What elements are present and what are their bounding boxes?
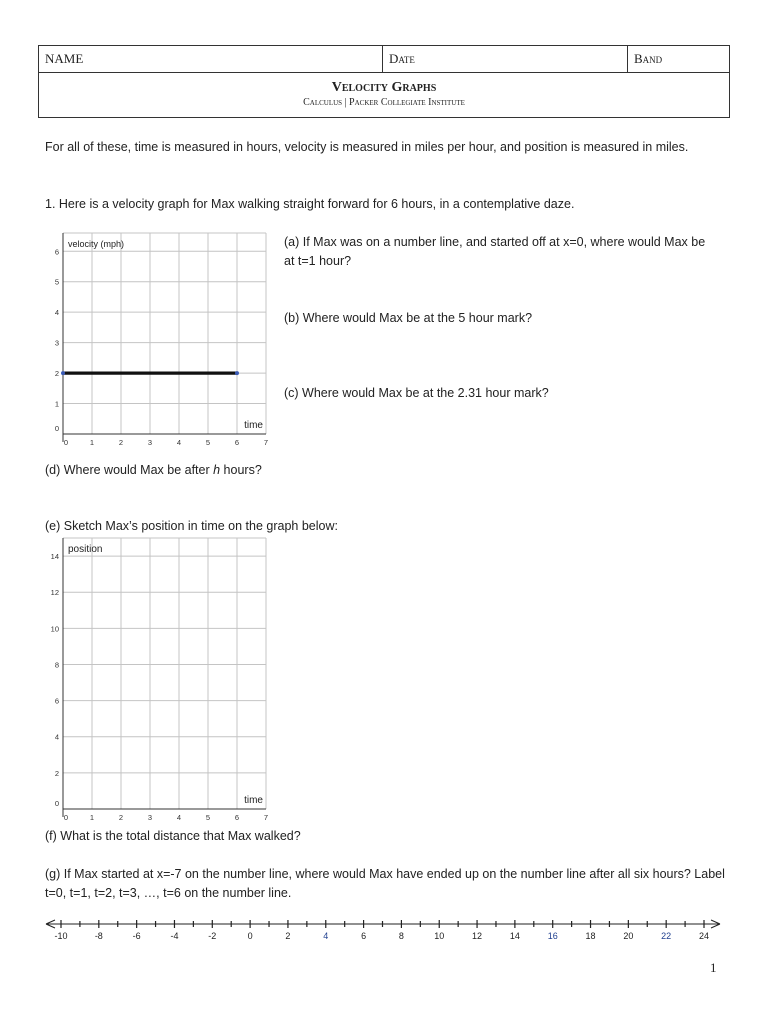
y-axis-label: position bbox=[68, 544, 103, 555]
question-d-suffix: hours? bbox=[220, 463, 262, 477]
number-line-label: 10 bbox=[434, 931, 445, 941]
number-line-label: 2 bbox=[285, 931, 291, 941]
worksheet-subtitle: Calculus | Packer Collegiate Institute bbox=[303, 97, 465, 108]
question-a: (a) If Max was on a number line, and started off at x=0, where would Max be at t=1 hour? bbox=[284, 235, 706, 268]
header-table bbox=[38, 45, 730, 118]
x-tick-label: 4 bbox=[176, 438, 182, 447]
number-line-label: 16 bbox=[547, 931, 558, 941]
x-tick-label: 6 bbox=[234, 438, 240, 447]
question-d-prefix: (d) Where would Max be after bbox=[45, 463, 214, 477]
y-tick-label: 0 bbox=[54, 799, 59, 808]
x-axis-label: time bbox=[244, 795, 263, 806]
y-tick-label: 4 bbox=[54, 308, 59, 318]
x-tick-label: 3 bbox=[147, 438, 153, 447]
y-tick-label: 6 bbox=[54, 247, 59, 257]
x-tick-label: 1 bbox=[89, 813, 95, 822]
date-field[interactable]: Date bbox=[383, 46, 628, 72]
number-line-label: -8 bbox=[94, 931, 103, 941]
y-axis-label: velocity (mph) bbox=[68, 239, 125, 249]
question-e: (e) Sketch Max’s position in time on the graph below: bbox=[45, 519, 338, 533]
x-axis-label: time bbox=[244, 420, 263, 431]
y-tick-label: 2 bbox=[54, 369, 59, 379]
x-tick-label: 0 bbox=[63, 813, 69, 822]
intro-text: For all of these, time is measured in hours, velocity is measured in miles per hour, and position is measured in miles. bbox=[45, 140, 689, 154]
question-g: (g) If Max started at x=-7 on the number line, where would Max have ended up on the number line after all six hours? Label t=0, t=1, t=2, t=3, …, t=6 on the number line. bbox=[45, 867, 725, 900]
question-d bbox=[45, 461, 645, 480]
number-line-label: 24 bbox=[698, 931, 710, 941]
question-d-variable: h bbox=[213, 463, 221, 477]
number-line-label: -4 bbox=[170, 931, 179, 941]
number-line-label: 12 bbox=[472, 931, 483, 941]
number-line-label: -2 bbox=[208, 931, 217, 941]
number-line-label: -6 bbox=[132, 931, 141, 941]
x-tick-label: 5 bbox=[205, 813, 211, 822]
number-line-label: 8 bbox=[398, 931, 404, 941]
y-tick-label: 6 bbox=[54, 696, 59, 706]
y-tick-label: 1 bbox=[54, 399, 59, 409]
number-line-label: 20 bbox=[623, 931, 634, 941]
question-c: (c) Where would Max be at the 2.31 hour mark? bbox=[284, 386, 549, 400]
number-line-label: 0 bbox=[247, 931, 253, 941]
question-f: (f) What is the total distance that Max walked? bbox=[45, 829, 301, 843]
question-b: (b) Where would Max be at the 5 hour mark? bbox=[284, 311, 533, 325]
y-tick-label: 10 bbox=[50, 624, 59, 634]
x-tick-label: 7 bbox=[263, 438, 269, 447]
x-tick-label: 2 bbox=[118, 438, 124, 447]
position-chart[interactable] bbox=[40, 535, 280, 825]
number-line-label: 6 bbox=[361, 931, 367, 941]
x-tick-label: 7 bbox=[263, 813, 269, 822]
y-tick-label: 3 bbox=[54, 338, 59, 348]
x-tick-label: 6 bbox=[234, 813, 240, 822]
band-field[interactable]: Band bbox=[634, 51, 663, 66]
data-point bbox=[61, 371, 65, 375]
velocity-chart bbox=[40, 228, 280, 453]
y-tick-label: 0 bbox=[54, 424, 59, 433]
number-line-label: 4 bbox=[323, 931, 329, 941]
page-number: 1 bbox=[710, 960, 717, 975]
x-tick-label: 3 bbox=[147, 813, 153, 822]
x-tick-label: 5 bbox=[205, 438, 211, 447]
y-tick-label: 12 bbox=[50, 588, 59, 598]
y-tick-label: 8 bbox=[54, 660, 59, 670]
number-line-label: 18 bbox=[585, 931, 596, 941]
x-tick-label: 0 bbox=[63, 438, 69, 447]
y-tick-label: 14 bbox=[50, 552, 59, 562]
y-tick-label: 4 bbox=[54, 732, 59, 742]
name-field[interactable]: NAME bbox=[39, 46, 383, 72]
number-line-label: -10 bbox=[54, 931, 68, 941]
x-tick-label: 1 bbox=[89, 438, 95, 447]
header-row bbox=[39, 46, 729, 73]
x-tick-label: 2 bbox=[118, 813, 124, 822]
x-tick-label: 4 bbox=[176, 813, 182, 822]
number-line-label: 22 bbox=[661, 931, 672, 941]
data-point bbox=[235, 371, 239, 375]
number-line-label: 14 bbox=[509, 931, 520, 941]
number-line[interactable] bbox=[40, 912, 730, 942]
y-tick-label: 2 bbox=[54, 768, 59, 778]
worksheet-title: Velocity Graphs bbox=[331, 80, 437, 95]
y-tick-label: 5 bbox=[54, 277, 59, 287]
problem1-prompt: 1. Here is a velocity graph for Max walking straight forward for 6 hours, in a contemplative daze. bbox=[45, 197, 575, 211]
